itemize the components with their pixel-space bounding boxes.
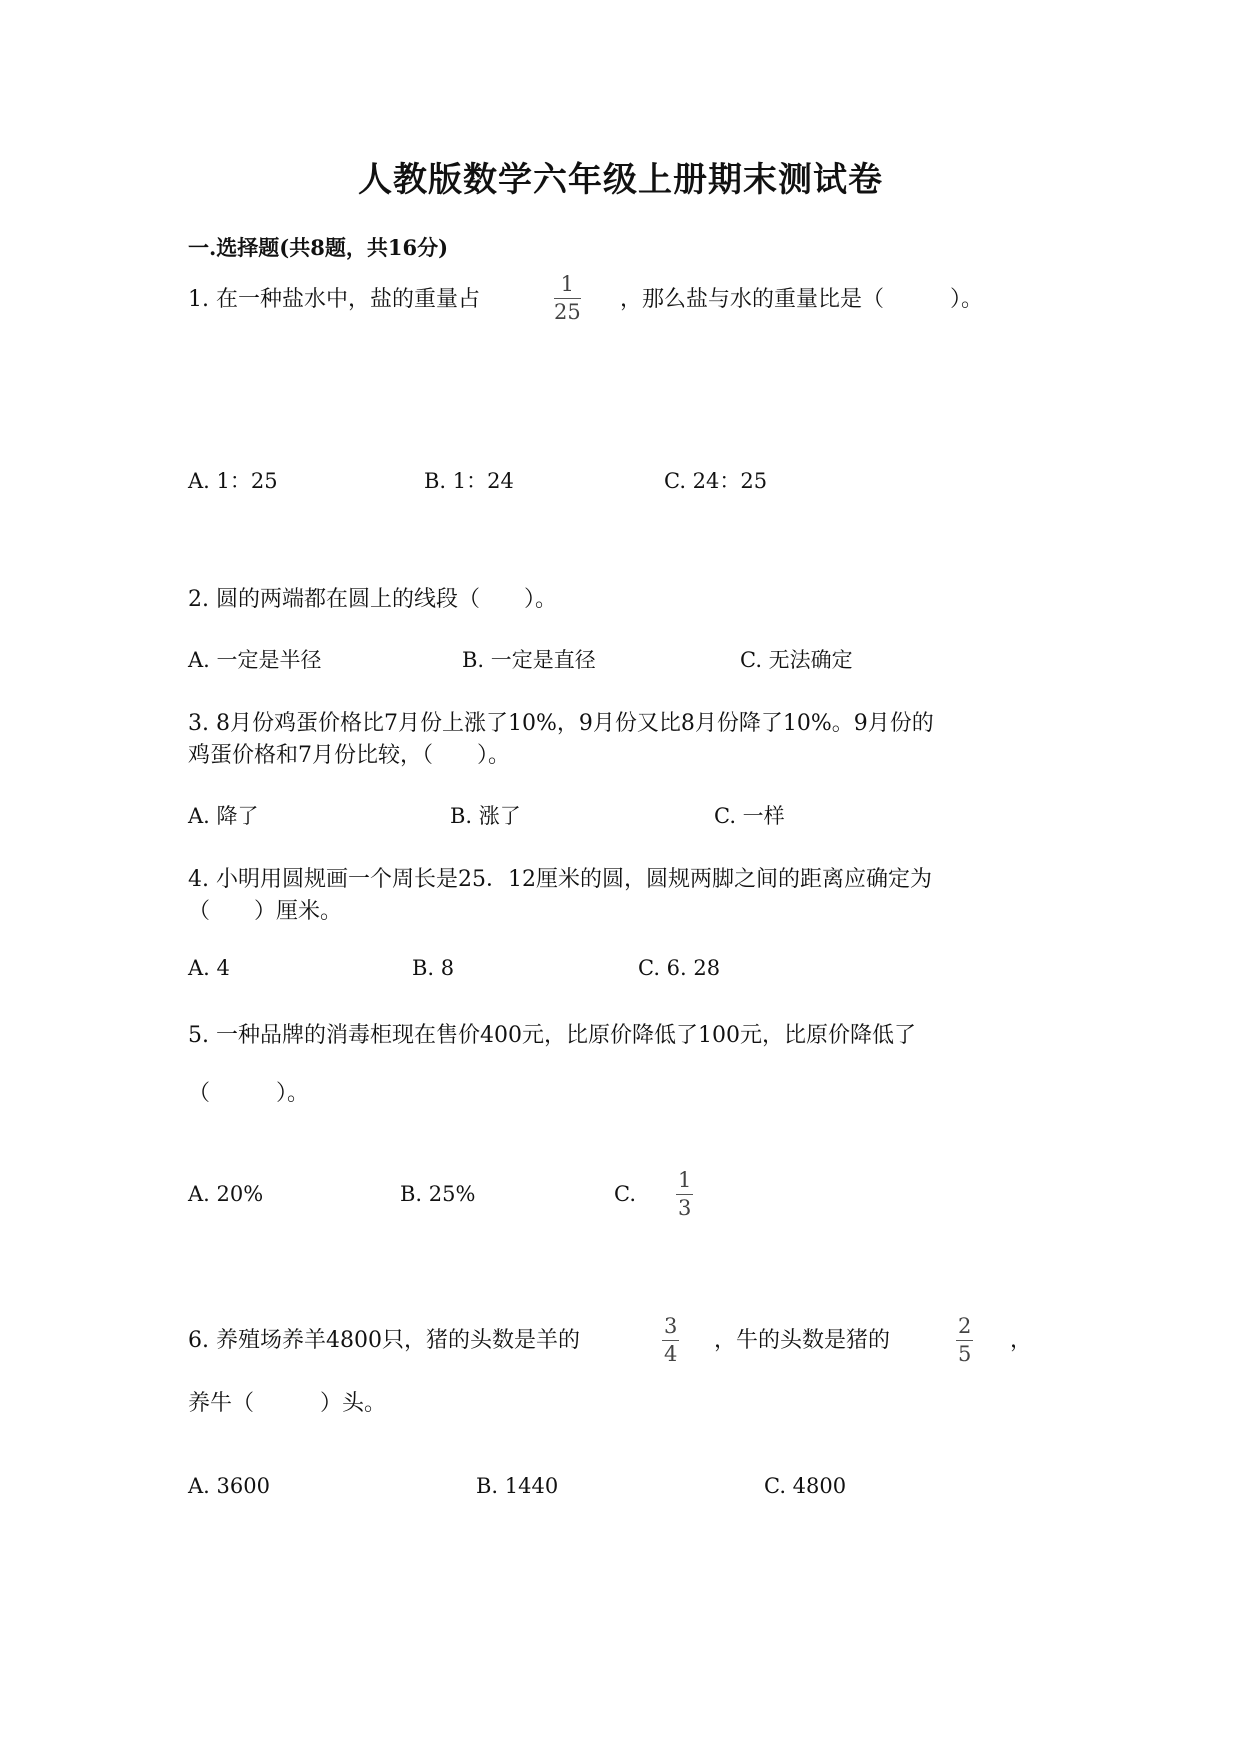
question-6-option-b[interactable]: B. 1440 bbox=[476, 1474, 559, 1498]
question-2-option-b[interactable]: B. 一定是直径 bbox=[462, 648, 596, 672]
question-6-fraction-1 bbox=[662, 1316, 679, 1365]
question-4-line-2: （ ）厘米。 bbox=[188, 899, 343, 924]
question-2-option-c[interactable]: C. 无法确定 bbox=[740, 648, 853, 672]
question-6-option-a[interactable]: A. 3600 bbox=[188, 1474, 270, 1498]
question-3-option-b[interactable]: B. 涨了 bbox=[450, 804, 521, 828]
fraction-denominator: 3 bbox=[678, 1196, 692, 1220]
question-6-text-before: 6. 养殖场养羊4800只，猪的头数是羊的 bbox=[188, 1328, 580, 1353]
question-1-option-a[interactable]: A. 1：25 bbox=[188, 469, 278, 493]
question-4-option-a[interactable]: A. 4 bbox=[188, 956, 230, 980]
question-2-text: 2. 圆的两端都在圆上的线段（ ）。 bbox=[188, 587, 557, 612]
question-5-line-1: 5. 一种品牌的消毒柜现在售价400元，比原价降低了100元，比原价降低了 bbox=[188, 1023, 916, 1048]
fraction-denominator: 4 bbox=[664, 1342, 678, 1366]
question-3-line-1: 3. 8月份鸡蛋价格比7月份上涨了10%，9月份又比8月份降了10%。9月份的 bbox=[188, 711, 934, 736]
question-5-option-a[interactable]: A. 20% bbox=[188, 1182, 264, 1206]
question-1-option-b[interactable]: B. 1：24 bbox=[424, 469, 514, 493]
question-1-text-before: 1. 在一种盐水中，盐的重量占 bbox=[188, 287, 480, 312]
question-4-option-b[interactable]: B. 8 bbox=[412, 956, 455, 980]
question-5-line-2: （ ）。 bbox=[188, 1081, 310, 1106]
question-6-text-after: ， bbox=[1010, 1328, 1033, 1353]
fraction-numerator: 2 bbox=[958, 1314, 972, 1338]
fraction-numerator: 3 bbox=[664, 1314, 678, 1338]
question-5-option-c-fraction bbox=[676, 1170, 693, 1219]
question-3-option-c[interactable]: C. 一样 bbox=[714, 804, 785, 828]
fraction-denominator: 5 bbox=[958, 1342, 972, 1366]
question-6-line-2: 养牛（ ）头。 bbox=[188, 1391, 387, 1416]
question-1-text-after: ，那么盐与水的重量比是（ ）。 bbox=[620, 287, 984, 312]
question-2-option-a[interactable]: A. 一定是半径 bbox=[188, 648, 322, 672]
fraction-numerator: 1 bbox=[678, 1168, 692, 1192]
question-4-option-c[interactable]: C. 6. 28 bbox=[638, 956, 721, 980]
question-5-option-c[interactable]: C. bbox=[614, 1182, 636, 1206]
question-5-option-b[interactable]: B. 25% bbox=[400, 1182, 476, 1206]
section-heading: 一.选择题(共8题，共16分) bbox=[188, 235, 449, 260]
fraction-numerator: 1 bbox=[560, 272, 575, 296]
page-title: 人教版数学六年级上册期末测试卷 bbox=[358, 160, 883, 200]
question-1-fraction bbox=[554, 274, 581, 323]
question-6-text-middle: ，牛的头数是猪的 bbox=[714, 1328, 891, 1353]
question-6-option-c[interactable]: C. 4800 bbox=[764, 1474, 847, 1498]
question-6-fraction-2 bbox=[956, 1316, 973, 1365]
question-3-option-a[interactable]: A. 降了 bbox=[188, 804, 259, 828]
question-4-line-1: 4. 小明用圆规画一个周长是25．12厘米的圆，圆规两脚之间的距离应确定为 bbox=[188, 867, 932, 892]
question-3-line-2: 鸡蛋价格和7月份比较，（ ）。 bbox=[188, 743, 510, 768]
question-1-option-c[interactable]: C. 24：25 bbox=[664, 469, 768, 493]
fraction-denominator: 25 bbox=[554, 300, 581, 324]
